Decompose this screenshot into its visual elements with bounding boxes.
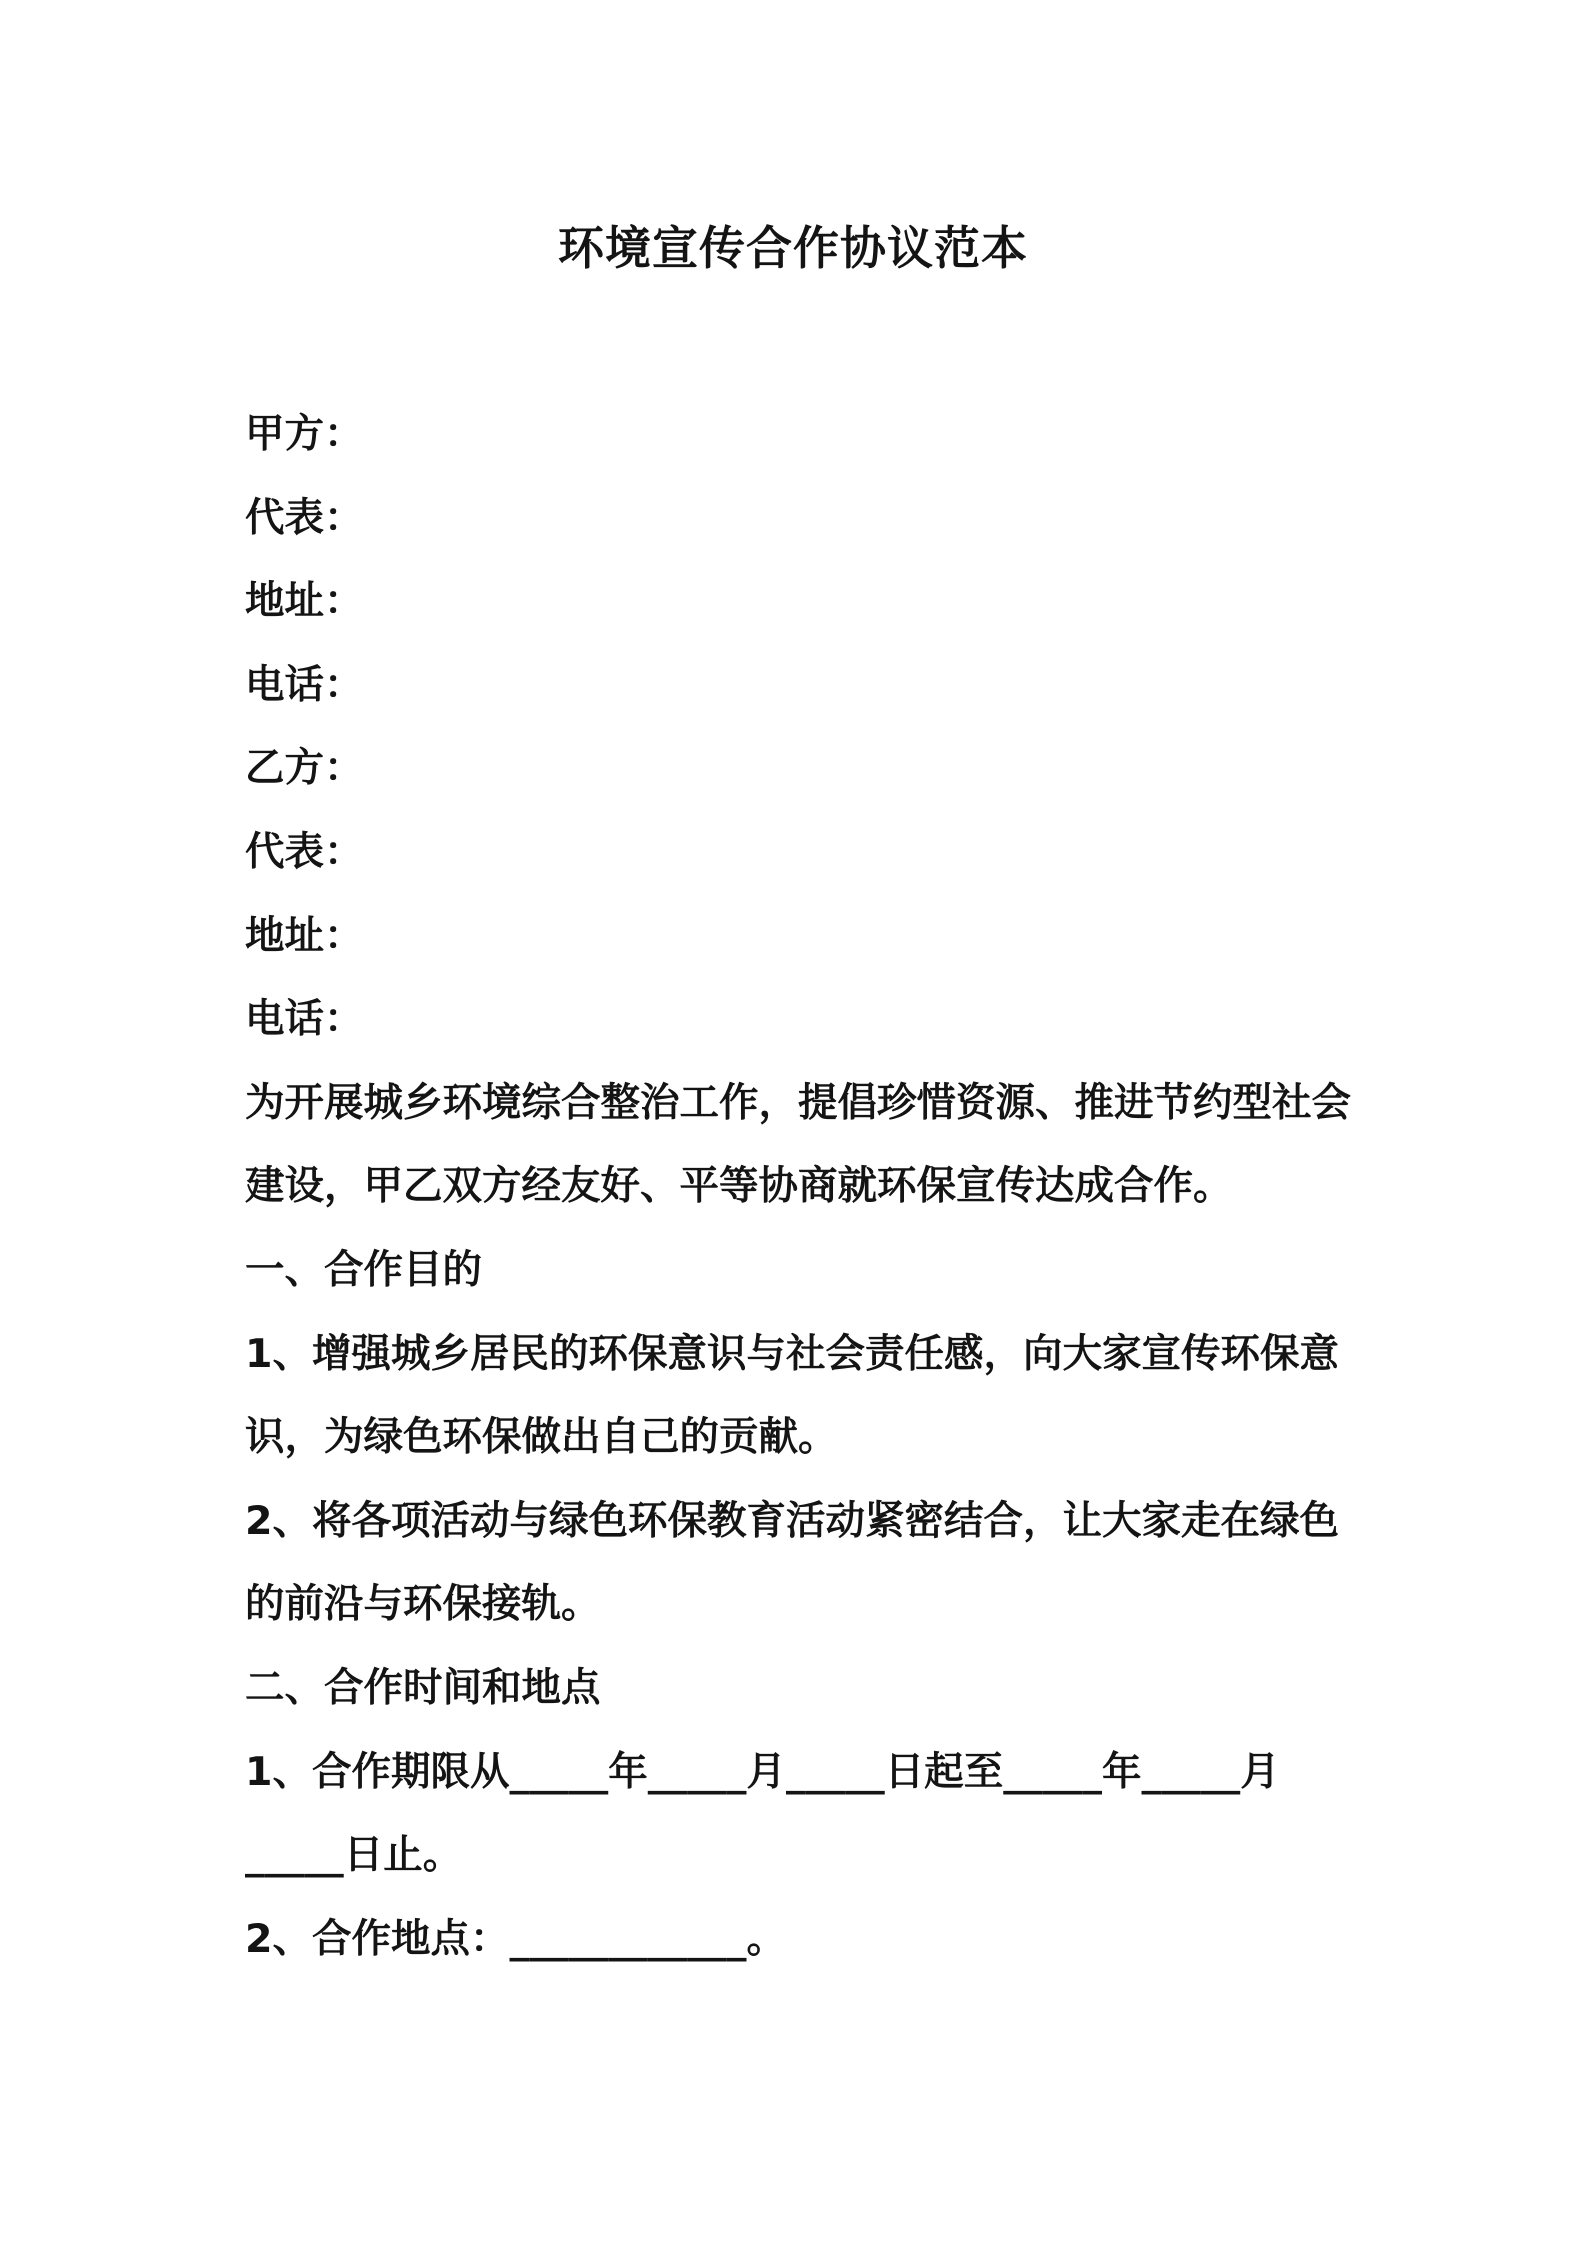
party-a-phone: 电话： [245, 661, 364, 708]
paragraph-line: 2、合作地点：____________。 [245, 1915, 786, 1962]
section-2-item-1 [245, 1731, 1375, 1898]
paragraph-line: 的前沿与环保接轨。 [245, 1581, 601, 1628]
intro-line: 为开展城乡环境综合整治工作，提倡珍惜资源、推进节约型社会 [245, 1079, 1351, 1126]
paragraph-line: _____日止。 [245, 1832, 463, 1879]
section-2-heading: 二、合作时间和地点 [245, 1664, 601, 1711]
paragraph-line: 1、增强城乡居民的环保意识与社会责任感，向大家宣传环保意 [245, 1330, 1339, 1377]
paragraph-line: 2、将各项活动与绿色环保教育活动紧密结合，让大家走在绿色 [245, 1497, 1339, 1544]
paragraph-line: 1、合作期限从_____年_____月_____日起至_____年_____月 [245, 1748, 1280, 1795]
party-b-phone: 电话： [245, 996, 364, 1043]
party-a-representative: 代表： [245, 494, 364, 541]
party-b-label: 乙方： [245, 745, 364, 792]
party-a-address: 地址： [245, 578, 364, 625]
section-1-item-1 [245, 1313, 1375, 1480]
document-body [245, 393, 1375, 1981]
paragraph-line: 识，为绿色环保做出自己的贡献。 [245, 1414, 838, 1461]
intro-line: 建设，甲乙双方经友好、平等协商就环保宣传达成合作。 [245, 1163, 1233, 1210]
party-a-label: 甲方： [245, 411, 364, 457]
section-1-heading: 一、合作目的 [245, 1246, 482, 1293]
document-title: 环境宣传合作协议范本 [558, 221, 1028, 275]
intro-paragraph [245, 1062, 1375, 1229]
party-b-address: 地址： [245, 912, 364, 959]
party-b-representative: 代表： [245, 828, 364, 875]
section-1-item-2 [245, 1480, 1375, 1647]
section-2-item-2 [245, 1898, 1375, 1982]
